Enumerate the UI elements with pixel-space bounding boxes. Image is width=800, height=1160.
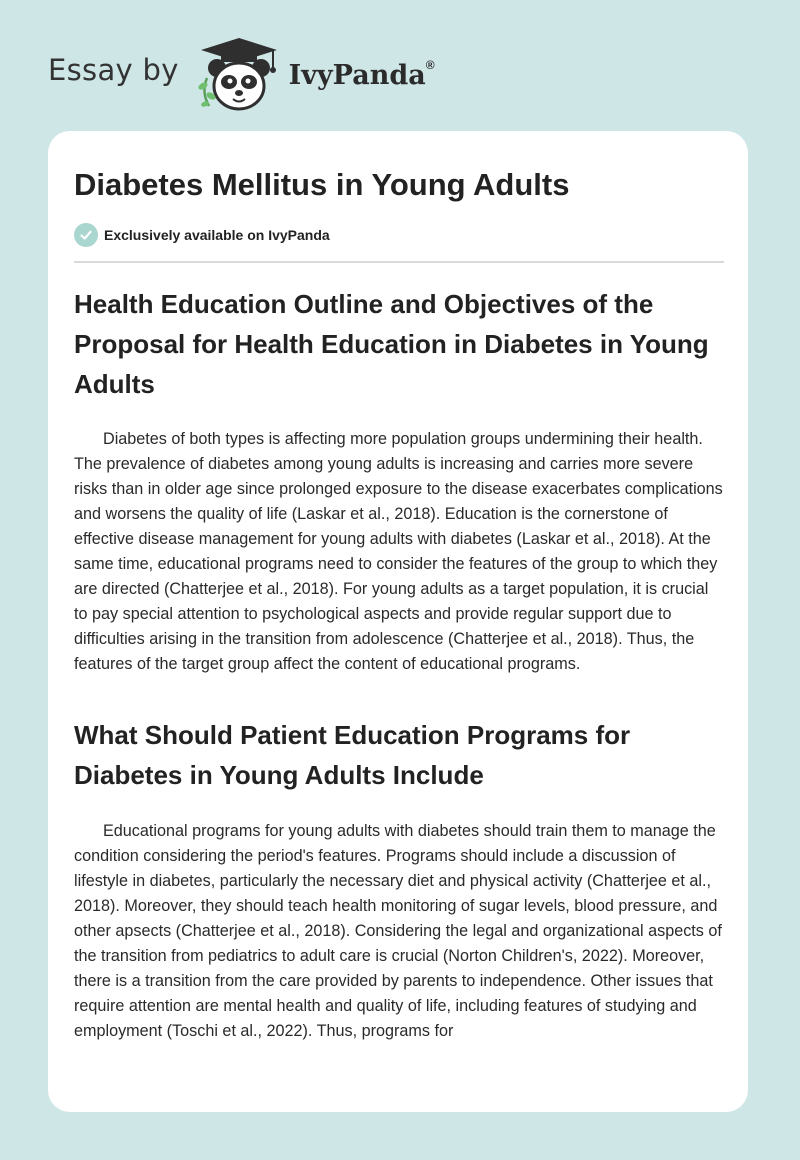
essay-title: Diabetes Mellitus in Young Adults: [74, 167, 570, 202]
exclusive-badge-text: Exclusively available on IvyPanda: [104, 227, 330, 243]
divider: [74, 261, 724, 263]
section-paragraph: Diabetes of both types is affecting more population groups undermining their health. The prevalence of diabetes among young adults is increasing and carries more severe risks than in older age since prolonged exposure to the disease exacerbates complications and worsens the quality of life (Laskar et al., 2018). Education is the cornerstone of effective disease management for young adults with diabetes (Laskar et al., 2018). At the same time, educational programs need to consider the features of the group to which they are directed (Chatterjee et al., 2018). For young adults as a target population, it is crucial to pay special attention to psychological aspects and provide regular support due to difficulties arising in the transition from adolescence (Chatterjee et al., 2018). Thus, the features of the target group affect the content of educational programs.: [74, 430, 723, 673]
exclusive-badge: [74, 223, 330, 247]
section-paragraph: Educational programs for young adults with diabetes should train them to manage the condition considering the period's features. Programs should include a discussion of lifestyle in diabetes, particularly the necessary diet and physical activity (Chatterjee et al., 2018). Moreover, they should teach health monitoring of sugar levels, blood pressure, and other apsects (Chatterjee et al., 2018). Considering the legal and organizational aspects of the transition from pediatrics to adult care is crucial (Norton Children's, 2022). Moreover, there is a transition from the care provided by parents to independence. Other issues that require attention are mental health and quality of life, including features of studying and employment (Toschi et al., 2022). Thus, programs for: [74, 822, 722, 1040]
essay-card: [48, 131, 748, 1112]
check-icon: [74, 223, 98, 247]
section-heading: What Should Patient Education Programs for Diabetes in Young Adults Include: [74, 720, 631, 790]
brand-name: IvyPanda®: [288, 57, 435, 91]
section-heading: Health Education Outline and Objectives of the Proposal for Health Education in Diabetes in Young Adults: [74, 289, 709, 399]
brand-header[interactable]: [48, 34, 435, 114]
brand-prefix: Essay by: [48, 53, 179, 87]
panda-graduate-logo-icon: [193, 34, 285, 114]
